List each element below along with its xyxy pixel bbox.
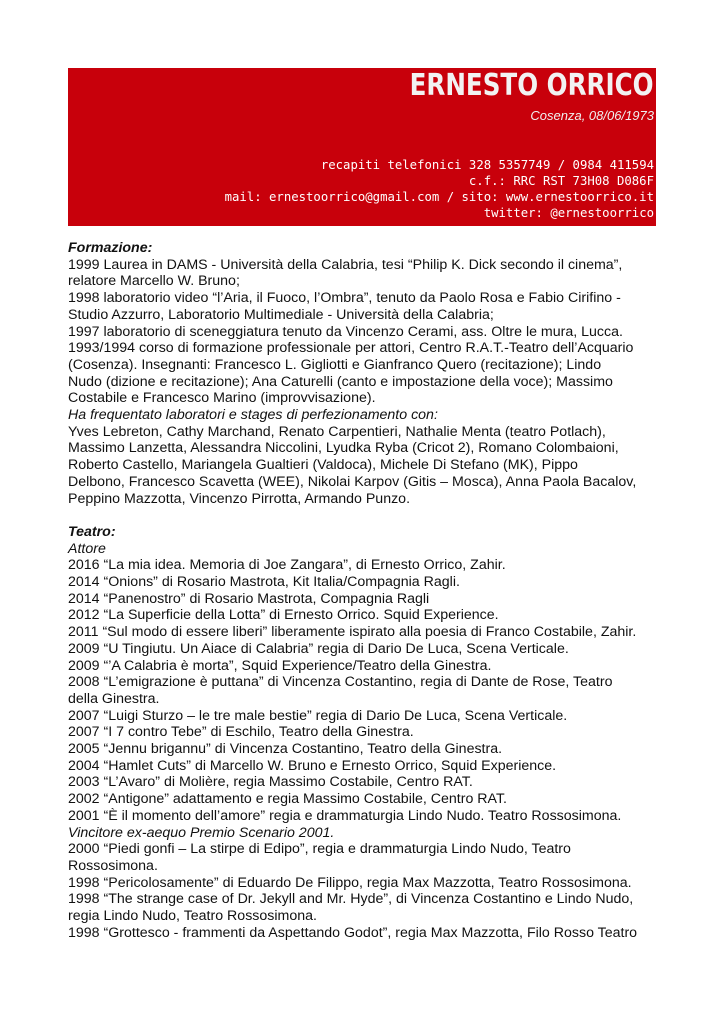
formazione-line: Massimo Lanzetta, Alessandra Niccolini, Lyudka Ryba (Cricot 2), Romano Colombaioni, [68, 440, 619, 457]
teatro-subtitle: Attore [68, 540, 106, 557]
teatro-line: 1998 “Grottesco - frammenti da Aspettando Godot”, regia Max Mazzotta, Filo Rosso Teatro [68, 924, 638, 941]
teatro-line: Rossosimona. [68, 858, 158, 874]
teatro-line: 2003 “L’Avaro” di Molière, regia Massimo Costabile, Centro RAT. [68, 774, 473, 791]
formazione-line: 1998 laboratorio video “l’Aria, il Fuoco, l’Ombra”, tenuto da Paolo Rosa e Fabio Cirifino - [68, 290, 621, 307]
teatro-line: 2008 “L’emigrazione è puttana” di Vincenza Costantino, regia di Dante de Rose, Teatro [68, 674, 613, 691]
formazione-subtitle: Ha frequentato laboratori e stages di perfezionamento con: [68, 407, 438, 424]
formazione-line: Delbono, Francesco Scavetta (WEE), Nikolai Karpov (Gitis – Mosca), Anna Paola Bacalov, [68, 473, 637, 490]
formazione-line: 1993/1994 corso di formazione professionale per attori, Centro R.A.T.-Teatro dell’Acquario [68, 340, 634, 357]
formazione-line: (Cosenza). Insegnanti: Francesco L. Gigliotti e Gianfranco Quero (recitazione); Lindo [68, 356, 602, 373]
section-title-formazione: Formazione: [68, 240, 153, 256]
birth-info: Cosenza, 08/06/1973 [530, 108, 654, 123]
teatro-line: 2007 “Luigi Sturzo – le tre male bestie” regia di Dario De Luca, Scena Verticale. [68, 707, 568, 724]
header-banner [68, 68, 656, 226]
teatro-line: 2009 “U Tingiutu. Un Aiace di Calabria” regia di Dario De Luca, Scena Verticale. [68, 640, 569, 657]
teatro-line: regia Lindo Nudo, Teatro Rossosimona. [68, 908, 317, 925]
teatro-line: 2011 “Sul modo di essere liberi” liberamente ispirato alla poesia di Franco Costabile, Zahir. [68, 624, 637, 641]
formazione-line: Peppino Mazzotta, Vincenzo Pirrotta, Armando Punzo. [68, 490, 411, 507]
teatro-line: 2007 “I 7 contro Tebe” di Eschilo, Teatro della Ginestra. [68, 724, 414, 741]
formazione-line: Studio Azzurro, Laboratorio Multimediale - Università della Calabria; [68, 306, 494, 323]
formazione-line: 1997 laboratorio di sceneggiatura tenuto da Vincenzo Cerami, ass. Oltre le mura, Lucca. [68, 323, 623, 340]
teatro-line: 2000 “Piedi gonfi – La stirpe di Edipo”, regia e drammaturgia Lindo Nudo, Teatro [68, 841, 571, 858]
teatro-line: 2001 “È il momento dell’amore” regia e drammaturgia Lindo Nudo. Teatro Rossosimona. [68, 807, 622, 824]
teatro-line: 2014 “Onions” di Rosario Mastrota, Kit Italia/Compagnia Ragli. [68, 574, 460, 591]
formazione-line: Roberto Castello, Mariangela Gualtieri (Valdoca), Michele Di Stefano (MK), Pippo [68, 457, 578, 474]
contact-mail-site: mail: ernestoorrico@gmail.com / sito: www.ernestoorrico.it [224, 190, 654, 204]
contact-phone: recapiti telefonici 328 5357749 / 0984 411594 [320, 158, 654, 172]
teatro-award: Vincitore ex-aequo Premio Scenario 2001. [68, 824, 335, 841]
teatro-line: 2016 “La mia idea. Memoria di Joe Zangara”, di Ernesto Orrico, Zahir. [68, 557, 506, 574]
teatro-line: 2012 “La Superficie della Lotta” di Ernesto Orrico. Squid Experience. [68, 607, 499, 624]
formazione-line: Nudo (dizione e recitazione); Ana Caturelli (canto e impostazione della voce); Massimo [68, 373, 613, 390]
formazione-line: Yves Lebreton, Cathy Marchand, Renato Carpentieri, Nathalie Menta (teatro Potlach), [68, 423, 606, 440]
teatro-line: 2005 “Jennu brigannu” di Vincenza Costantino, Teatro della Ginestra. [68, 741, 503, 758]
formazione-line: 1999 Laurea in DAMS - Università della Calabria, tesi “Philip K. Dick secondo il cinema”, [68, 256, 623, 273]
contact-twitter: twitter: @ernestoorrico [483, 206, 654, 220]
teatro-line: 2004 “Hamlet Cuts” di Marcello W. Bruno e Ernesto Orrico, Squid Experience. [68, 757, 557, 774]
cv-body [68, 240, 668, 942]
teatro-line: della Ginestra. [68, 690, 160, 707]
teatro-line: 2009 “’A Calabria è morta”, Squid Experience/Teatro della Ginestra. [68, 657, 492, 674]
person-name: ERNESTO ORRICO [409, 68, 654, 103]
teatro-line: 2002 “Antigone” adattamento e regia Massimo Costabile, Centro RAT. [68, 791, 507, 808]
formazione-line: relatore Marcello W. Bruno; [68, 273, 240, 290]
teatro-line: 2014 “Panenostro” di Rosario Mastrota, Compagnia Ragli [68, 590, 430, 607]
teatro-line: 1998 “The strange case of Dr. Jekyll and Mr. Hyde”, di Vincenza Costantino e Lindo Nudo, [68, 891, 634, 908]
formazione-line: Costabile e Francesco Marino (improvvisazione). [68, 390, 376, 407]
teatro-line: 1998 “Pericolosamente” di Eduardo De Filippo, regia Max Mazzotta, Teatro Rossosimona. [68, 874, 632, 891]
section-title-teatro: Teatro: [68, 523, 116, 540]
contact-tax-code: c.f.: RRC RST 73H08 D086F [468, 174, 654, 188]
section-gap [68, 507, 668, 524]
